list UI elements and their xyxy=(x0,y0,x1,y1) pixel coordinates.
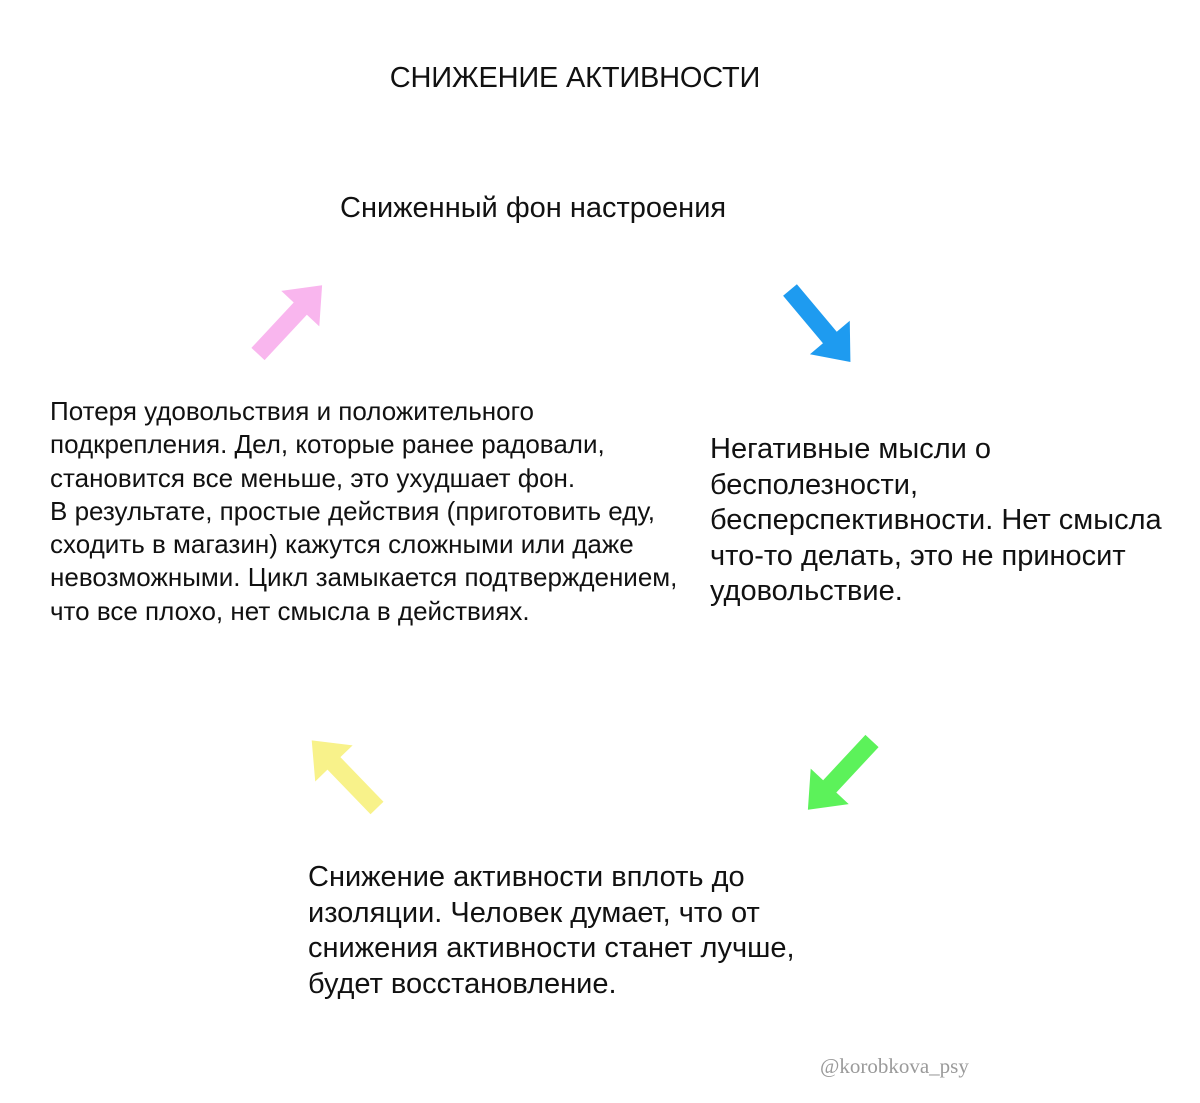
node-activity-decrease: Снижение активности вплоть до изоляции. Человек думает, что от снижения активности станет лучше, будет восстановление. xyxy=(308,861,795,1000)
arrow-left-to-top xyxy=(239,268,341,372)
node-pleasure-loss-paragraph-1: Потеря удовольствия и положительного подкрепления. Дел, которые ранее радовали, становится все меньше, это ухудшает фон. xyxy=(50,396,605,493)
arrow-bottom-to-left xyxy=(293,722,396,826)
node-mood: Сниженный фон настроения xyxy=(340,192,727,224)
node-pleasure-loss-paragraph-2: В результате, простые действия (приготовить еду, сходить в магазин) кажутся сложными или даже невозможными. Цикл замыкается подтверждением, что все плохо, нет смысла в действиях. xyxy=(50,495,678,626)
arrow-bottom-to-left-shape xyxy=(293,722,396,826)
node-negative-thoughts: Негативные мысли о бесполезности, бесперспективности. Нет смысла что-то делать, это не приносит удовольствие. xyxy=(710,433,1162,607)
watermark: @korobkova_psy xyxy=(820,1054,969,1078)
diagram-title: СНИЖЕНИЕ АКТИВНОСТИ xyxy=(389,62,761,94)
node-pleasure-loss xyxy=(50,395,690,628)
arrow-right-to-bottom-shape xyxy=(789,723,891,827)
arrow-right-to-bottom xyxy=(789,723,891,827)
arrow-top-to-right-shape xyxy=(770,273,870,378)
arrow-left-to-top-shape xyxy=(239,268,341,372)
arrow-top-to-right xyxy=(770,273,870,378)
